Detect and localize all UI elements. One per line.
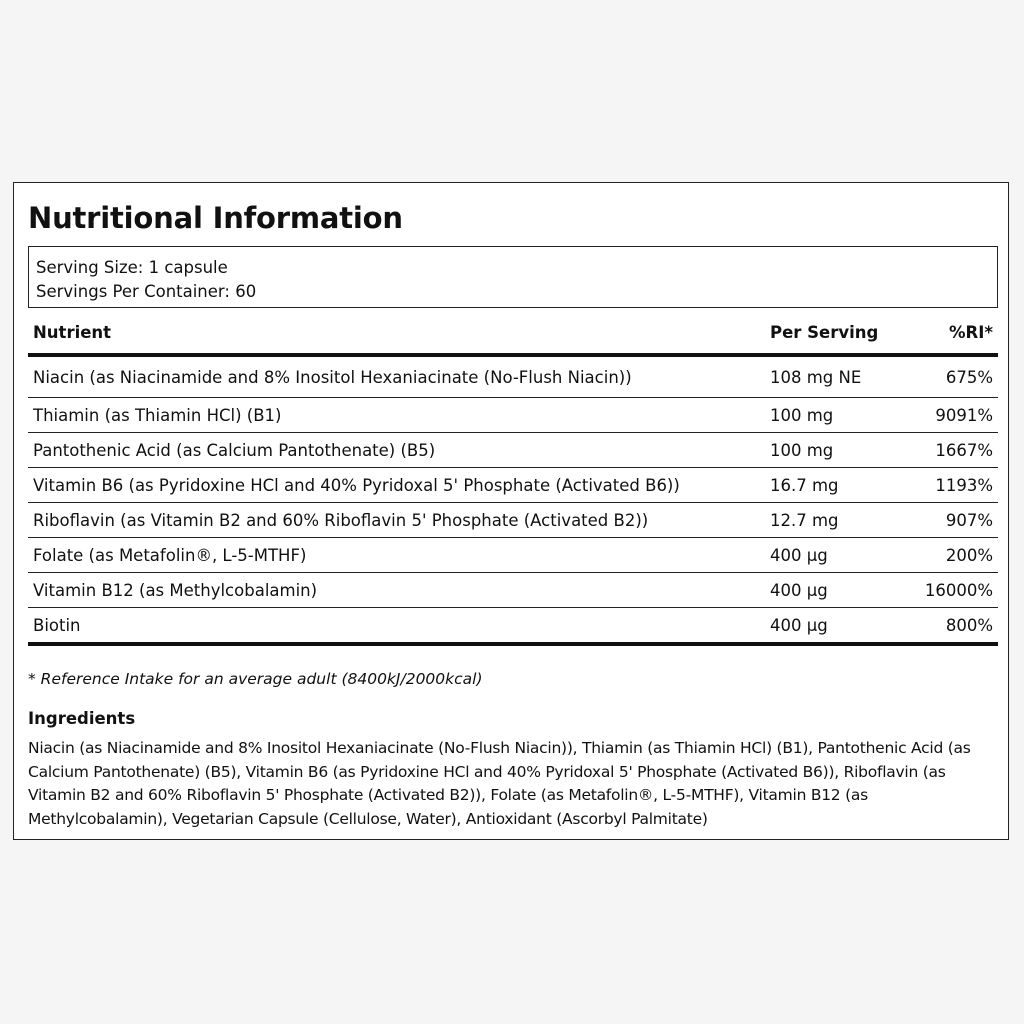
nutrient-name: Riboflavin (as Vitamin B2 and 60% Riboflavin 5' Phosphate (Activated B2)) [28, 503, 765, 538]
nutrient-name: Pantothenic Acid (as Calcium Pantothenate) (B5) [28, 433, 765, 468]
table-row [28, 398, 998, 433]
serving-size: Serving Size: 1 capsule [36, 258, 228, 277]
table-row [28, 433, 998, 468]
nutrient-amount: 100 mg [765, 433, 903, 468]
nutrient-ri: 907% [903, 503, 998, 538]
servings-per-container: Servings Per Container: 60 [36, 282, 257, 301]
nutrient-name: Vitamin B12 (as Methylcobalamin) [28, 573, 765, 608]
serving-info-box [28, 246, 998, 308]
header-ri: %RI* [903, 323, 998, 355]
header-nutrient: Nutrient [28, 323, 765, 355]
nutrient-amount: 108 mg NE [765, 355, 903, 398]
nutrient-amount: 100 mg [765, 398, 903, 433]
header-per-serving: Per Serving [765, 323, 903, 355]
table-row [28, 573, 998, 608]
nutrient-name: Biotin [28, 608, 765, 645]
table-row [28, 355, 998, 398]
nutrient-amount: 16.7 mg [765, 468, 903, 503]
nutrition-panel [13, 182, 1009, 840]
table-row [28, 468, 998, 503]
nutrient-ri: 200% [903, 538, 998, 573]
nutrient-ri: 1193% [903, 468, 998, 503]
nutrient-amount: 400 µg [765, 573, 903, 608]
table-row [28, 538, 998, 573]
nutrient-amount: 12.7 mg [765, 503, 903, 538]
nutrient-ri: 800% [903, 608, 998, 645]
nutrient-name: Folate (as Metafolin®, L-5-MTHF) [28, 538, 765, 573]
nutrient-ri: 16000% [903, 573, 998, 608]
nutrient-ri: 675% [903, 355, 998, 398]
nutrient-amount: 400 µg [765, 608, 903, 645]
table-header-row [28, 323, 998, 355]
nutrient-ri: 9091% [903, 398, 998, 433]
nutrient-ri: 1667% [903, 433, 998, 468]
nutrient-name: Thiamin (as Thiamin HCl) (B1) [28, 398, 765, 433]
table-row [28, 503, 998, 538]
ingredients-heading: Ingredients [28, 709, 136, 728]
page-title: Nutritional Information [28, 201, 403, 235]
reference-intake-footnote: * Reference Intake for an average adult (8400kJ/2000kcal) [28, 670, 483, 688]
nutrient-name: Niacin (as Niacinamide and 8% Inositol Hexaniacinate (No-Flush Niacin)) [28, 355, 765, 398]
table-row [28, 608, 998, 645]
nutrient-amount: 400 µg [765, 538, 903, 573]
ingredients-list: Niacin (as Niacinamide and 8% Inositol Hexaniacinate (No-Flush Niacin)), Thiamin (as Thiamin HCl) (B1), Pantothenic Acid (as Calcium Pantothenate) (B5), Vitamin B6 (as Pyridoxine HCl and 40% Pyridoxal 5' Phosphate (Activated B6)), Riboflavin (as Vitamin B2 and 60% Riboflavin 5' Phosphate (Activated B2)), Folate (as Metafolin®, L-5-MTHF), Vitamin B12 (as Methylcobalamin), Vegetarian Capsule (Cellulose, Water), Antioxidant (Ascorbyl Palmitate) [28, 739, 971, 828]
nutrient-table [28, 323, 998, 646]
nutrient-name: Vitamin B6 (as Pyridoxine HCl and 40% Pyridoxal 5' Phosphate (Activated B6)) [28, 468, 765, 503]
